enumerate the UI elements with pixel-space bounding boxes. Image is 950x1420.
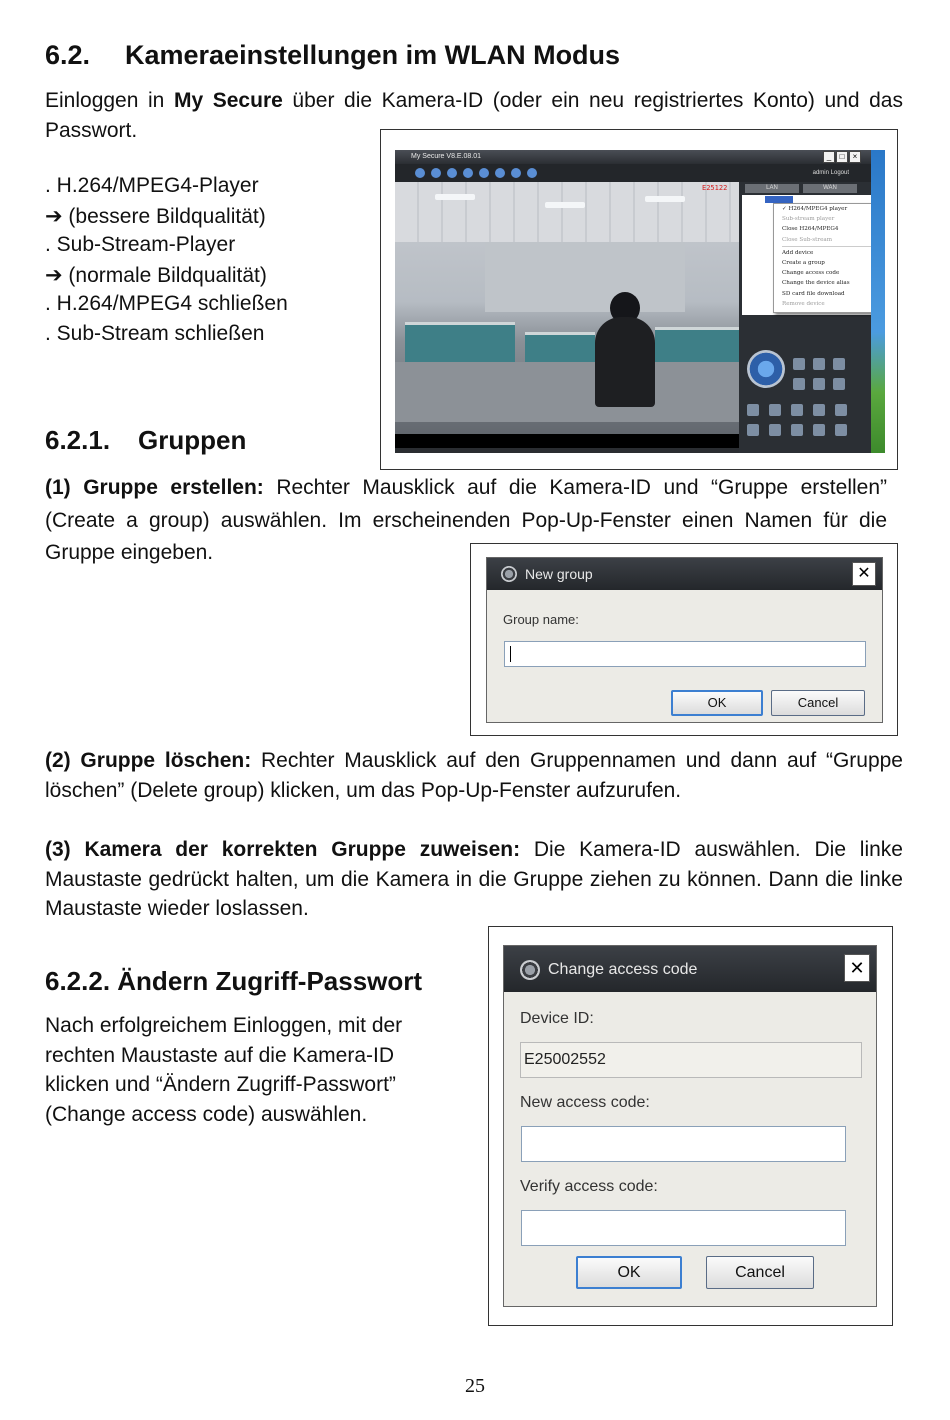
section-heading-6-2-1 [45,425,246,456]
dialog-title: New group [525,566,593,582]
ptz-direction-pad[interactable] [747,350,785,388]
ok-button[interactable]: OK [576,1256,682,1289]
paragraph-lead: (2) Gruppe löschen: [45,749,252,772]
gear-icon[interactable] [833,378,845,390]
context-menu-item: Remove device [782,300,825,307]
toolbar-icon[interactable] [415,168,425,178]
toolbar-icon[interactable] [447,168,457,178]
new-group-figure [470,543,898,736]
zoom-icon[interactable] [813,378,825,390]
control-icon[interactable] [791,404,803,416]
control-icon[interactable] [747,404,759,416]
logout-link[interactable]: Logout [830,170,849,176]
minimize-button[interactable]: _ [823,151,835,163]
close-icon[interactable]: ✕ [852,562,876,586]
cancel-button[interactable]: Cancel [771,690,865,716]
paragraph-delete-group: (2) Gruppe löschen: Rechter Mausklick auf den Gruppennamen und dann auf “Gruppe löschen” (Delete group) klicken, um das Pop-Up-Fenster aufzurufen. [45,749,903,802]
group-name-input[interactable] [504,641,866,667]
menu-line: . H.264/MPEG4-Player [45,174,259,197]
paragraph-assign-camera: (3) Kamera der korrekten Gruppe zuweisen: Die Kamera-ID auswählen. Die linke Maustaste gedrückt halten, um die Kamera in die Gruppe ziehen zu können. Dann die linke Maustaste wieder loslassen. [45,838,903,920]
control-icon[interactable] [835,404,847,416]
section-title: Gruppen [138,425,247,455]
context-menu-item[interactable]: Create a group [782,260,825,267]
context-menu-item: Sub-stream player [782,216,835,223]
toolbar-icon[interactable] [511,168,521,178]
control-icon[interactable] [813,404,825,416]
change-code-dialog [503,945,877,1307]
context-menu [773,203,877,313]
section-number: 6.2.1. [45,425,111,455]
control-icon[interactable] [769,424,781,436]
control-icon[interactable] [747,424,759,436]
paragraph-create-group: (1) Gruppe erstellen: Rechter Mausklick auf die Kamera-ID und “Gruppe erstellen” (Create a group) auswählen. Im erscheinenden Pop-Up-Fenster einen Namen für die Gruppe eingeben. [45,476,887,564]
context-menu-item[interactable]: Add device [782,249,814,256]
menu-line: . H.264/MPEG4 schließen [45,292,288,316]
menu-line: ➔ (bessere Bildqualität) [45,204,266,228]
app-window [395,150,885,453]
page-number: 25 [465,1375,485,1397]
new-access-code-input[interactable] [521,1126,846,1162]
focus-icon[interactable] [833,358,845,370]
selected-camera-id[interactable] [765,196,793,203]
text-caret [510,646,511,662]
section-title: Kameraeinstellungen im WLAN Modus [125,40,621,70]
context-menu-item[interactable]: ✓ H264/MPEG4 player [782,206,848,212]
context-menu-item[interactable]: Close H264/MPEG4 [782,226,839,233]
context-menu-item[interactable]: SD card file download [782,290,845,297]
camera-video-view [395,182,739,448]
user-name: admin [812,170,829,176]
video-timestamp: E25122 [702,184,728,192]
verify-access-code-input[interactable] [521,1210,846,1246]
toolbar-icon[interactable] [431,168,441,178]
verify-code-label: Verify access code: [520,1178,658,1195]
menu-line: . Sub-Stream-Player [45,233,236,257]
device-id-value: E25002552 [524,1051,606,1068]
context-menu-item[interactable]: Change the device alias [782,280,850,287]
tab-lan[interactable]: LAN [745,184,799,193]
control-icon[interactable] [835,424,847,436]
paragraph-lead: (3) Kamera der korrekten Gruppe zuweisen: [45,838,521,861]
app-logo-icon [520,960,540,980]
menu-option-list [45,174,365,352]
toolbar-icon[interactable] [495,168,505,178]
context-menu-item[interactable]: Change access code [782,270,840,277]
dialog-titlebar [504,946,876,992]
desktop-background [871,150,885,453]
maximize-button[interactable]: □ [836,151,848,163]
app-name: My Secure [173,89,283,112]
menu-line: ➔ (normale Bildqualität) [45,263,267,287]
section-heading-6-2 [45,40,620,71]
control-icon[interactable] [813,424,825,436]
control-icon[interactable] [793,378,805,390]
paragraph-change-code: Nach erfolgreichem Einloggen, mit der rechten Maustaste auf die Kamera-ID klicken und “Ändern Zugriff-Passwort” (Change access code) auswählen. [45,1014,403,1126]
control-icon[interactable] [769,404,781,416]
wifi-icon[interactable] [791,424,803,436]
close-icon[interactable]: × [849,151,861,163]
zoom-icon[interactable] [813,358,825,370]
intro-paragraph: Einloggen in My Secure über die Kamera-ID (oder ein neu registriertes Konto) und das Passwort. [45,89,903,142]
change-code-figure [488,926,893,1326]
cancel-button[interactable]: Cancel [706,1256,814,1289]
network-tabs [745,184,857,193]
toolbar-icon[interactable] [479,168,489,178]
paragraph-lead: (1) Gruppe erstellen: [45,476,264,499]
context-menu-item: Close Sub-stream [782,236,833,243]
app-window-title: My Secure V8.E.08.01 [411,153,482,160]
person-in-video [595,317,655,407]
dialog-titlebar [487,558,882,590]
new-group-dialog [486,557,883,723]
app-titlebar [395,150,885,164]
group-name-label: Group name: [503,612,579,627]
toolbar-icon[interactable] [463,168,473,178]
section-heading-6-2-2: 6.2.2. Ändern Zugriff-Passwort [45,966,423,996]
device-id-field [520,1042,862,1078]
app-logo-icon [501,566,517,582]
control-icon[interactable] [793,358,805,370]
dialog-title: Change access code [548,961,698,978]
toolbar-icon[interactable] [527,168,537,178]
ok-button[interactable]: OK [671,690,763,716]
app-toolbar [395,164,885,183]
close-icon[interactable]: ✕ [844,954,870,982]
new-code-label: New access code: [520,1094,650,1111]
section-number: 6.2. [45,40,91,70]
menu-line: . Sub-Stream schließen [45,321,265,345]
device-id-label: Device ID: [520,1010,594,1027]
app-screenshot-figure [380,129,898,470]
user-bar [813,170,849,176]
tab-wan[interactable]: WAN [803,184,857,193]
